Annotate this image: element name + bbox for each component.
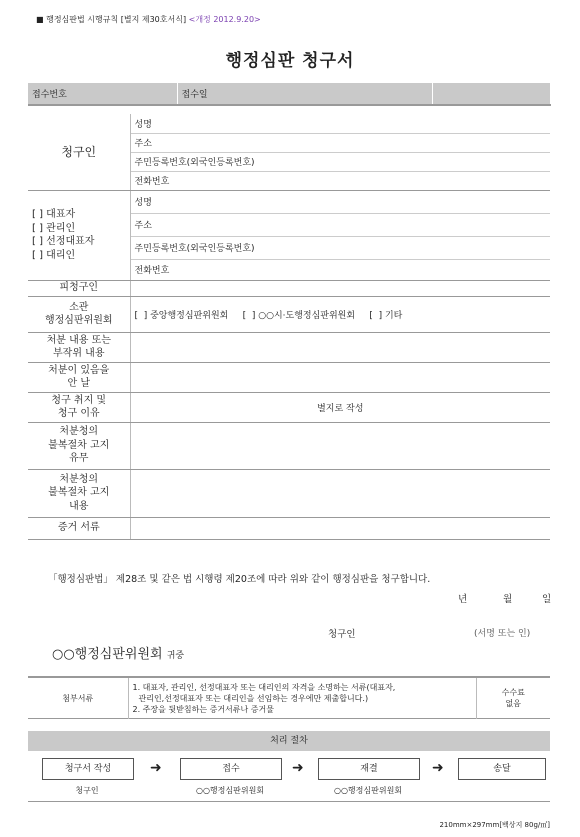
addressee-suffix: 귀중 bbox=[166, 651, 185, 661]
actor-commission: ○○행정심판위원회 bbox=[333, 786, 403, 795]
claimant-phone-field[interactable]: 전화번호 bbox=[130, 171, 550, 190]
actor-claimant: 청구인 bbox=[75, 786, 99, 795]
attachments-label: 첨부서류 bbox=[28, 677, 128, 719]
signature-placeholder[interactable]: (서명 또는 인) bbox=[474, 629, 531, 639]
application-form-table bbox=[28, 83, 551, 540]
commission-options[interactable]: [ ] 중앙행정심판위원회 [ ] ○○시·도행정심판위원회 [ ] 기타 bbox=[130, 296, 550, 332]
rep-address-field[interactable]: 주소 bbox=[130, 213, 550, 236]
signer-label: 청구인 bbox=[328, 629, 356, 640]
disposition-label: 처분 내용 또는 부작위 내용 bbox=[28, 332, 130, 362]
claimant-label: 청구인 bbox=[28, 114, 130, 190]
representative-checkbox[interactable]: [ ] 대표자 bbox=[32, 209, 76, 220]
selected-representative-checkbox[interactable]: [ ] 선정대표자 bbox=[32, 236, 95, 247]
rep-phone-field[interactable]: 전화번호 bbox=[130, 259, 550, 280]
receipt-date-label: 접수일 bbox=[177, 83, 432, 105]
representative-options bbox=[28, 190, 130, 280]
attachment-item: 1. 대표자, 관리인, 선정대표자 또는 대리인의 자격을 소명하는 서류(대표자, bbox=[132, 682, 396, 692]
divider bbox=[28, 801, 550, 802]
disposition-date-field[interactable] bbox=[130, 362, 550, 392]
manager-checkbox[interactable]: [ ] 관리인 bbox=[32, 222, 76, 234]
evidence-field[interactable] bbox=[130, 517, 550, 539]
step-receipt: 접수 bbox=[180, 758, 282, 780]
arrow-right-icon: ➜ bbox=[150, 760, 162, 776]
respondent-field[interactable] bbox=[130, 280, 550, 296]
form-header-prefix: ■ 행정심판법 시행규칙 [별지 제30호서식] bbox=[36, 15, 187, 24]
attachment-item: 관리인,선정대표자 또는 대리인을 선임하는 경우에만 제출합니다.) bbox=[138, 693, 369, 703]
attachment-item: 2. 주장을 뒷받침하는 증거서류나 증거물 bbox=[132, 704, 274, 714]
day-label: 일 bbox=[542, 594, 552, 605]
receipt-row bbox=[28, 83, 550, 105]
addressee-name: ○○행정심판위원회 bbox=[52, 647, 163, 662]
arrow-right-icon: ➜ bbox=[292, 760, 304, 776]
addressee bbox=[52, 643, 184, 662]
step-decision: 재결 bbox=[318, 758, 420, 780]
amend-note: <개정 2012.9.20> bbox=[188, 15, 261, 24]
paper-spec: 210mm×297mm[백상지 80g/㎡] bbox=[439, 821, 550, 829]
arrow-right-icon: ➜ bbox=[432, 760, 444, 776]
claimant-address-field[interactable]: 주소 bbox=[130, 133, 550, 152]
claimant-id-field[interactable]: 주민등록번호(외국인등록번호) bbox=[130, 152, 550, 171]
attachments-list bbox=[128, 677, 476, 719]
respondent-label: 피청구인 bbox=[28, 280, 130, 296]
rep-name-field[interactable]: 성명 bbox=[130, 190, 550, 213]
fee-note: 수수료 없음 bbox=[476, 677, 550, 719]
commission-label: 소관 행정심판위원회 bbox=[28, 296, 130, 332]
actor-commission: ○○행정심판위원회 bbox=[195, 786, 265, 795]
spacer bbox=[28, 105, 550, 114]
notice-content-label: 처분청의 불복절차 고지 내용 bbox=[28, 469, 130, 517]
purpose-label: 청구 취지 및 청구 이유 bbox=[28, 392, 130, 422]
year-label: 년 bbox=[458, 594, 468, 605]
form-header bbox=[36, 14, 261, 25]
receipt-number-label: 접수번호 bbox=[28, 83, 177, 105]
process-heading: 처리 절차 bbox=[28, 731, 550, 751]
notice-yn-field[interactable] bbox=[130, 422, 550, 469]
step-delivery: 송달 bbox=[458, 758, 546, 780]
step-application: 청구서 작성 bbox=[42, 758, 134, 780]
notice-content-field[interactable] bbox=[130, 469, 550, 517]
page-title: 행정심판 청구서 bbox=[225, 51, 355, 71]
evidence-label: 증거 서류 bbox=[28, 517, 130, 539]
notice-yn-label: 처분청의 불복절차 고지 유무 bbox=[28, 422, 130, 469]
disposition-date-label: 처분이 있음을 안 날 bbox=[28, 362, 130, 392]
receipt-blank-cell bbox=[432, 83, 550, 105]
claimant-name-field[interactable]: 성명 bbox=[130, 114, 550, 133]
separate-sheet-note: 별지로 작성 bbox=[130, 392, 550, 422]
statement: 「행정심판법」 제28조 및 같은 법 시행령 제20조에 따라 위와 같이 행정심판을 청구합니다. bbox=[48, 574, 431, 585]
month-label: 월 bbox=[503, 594, 513, 605]
disposition-field[interactable] bbox=[130, 332, 550, 362]
agent-checkbox[interactable]: [ ] 대리인 bbox=[32, 249, 76, 261]
attachments-table bbox=[28, 676, 550, 719]
rep-id-field[interactable]: 주민등록번호(외국인등록번호) bbox=[130, 236, 550, 259]
